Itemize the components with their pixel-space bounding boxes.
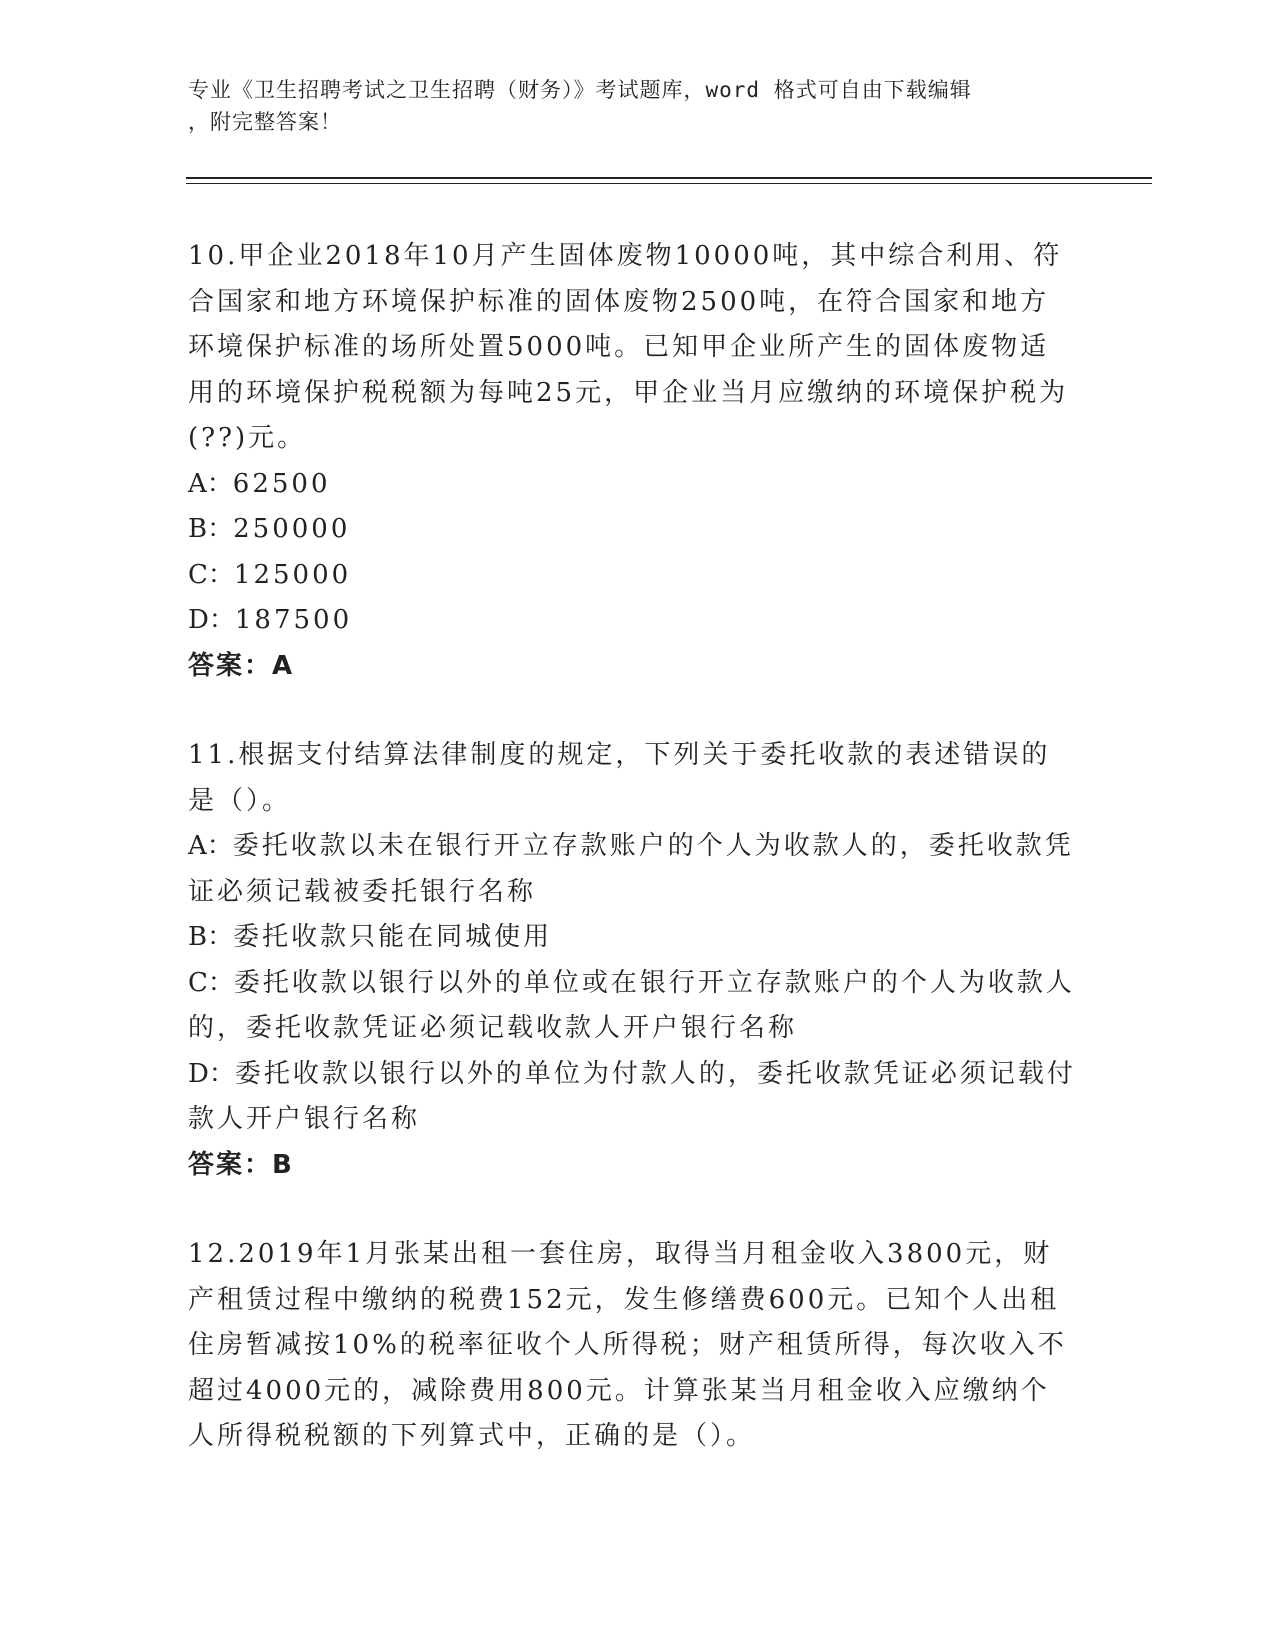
option-a [188,462,1078,508]
option-letter: D： [188,1058,235,1089]
option-text: 62500 [232,468,331,499]
question-stem: 12.2019年1月张某出租一套住房，取得当月租金收入3800元，财产租赁过程中缴纳的税费152元，发生修缮费600元。已知个人出租住房暂减按10%的税率征收个人所得税；财产租赁所得，每次收入不超过4000元的，减除费用800元。计算张某当月租金收入应缴纳个人所得税税额的下列算式中，正确的是（）。 [188,1239,1067,1451]
option-letter: C： [188,967,234,998]
option-text: 250000 [233,514,351,544]
question-12 [188,1232,1078,1460]
option-letter: B： [188,922,234,952]
option-d [188,598,1078,644]
option-text: 委托收款以未在银行开立存款账户的个人为收款人的，委托收款凭证必须记载被委托银行名称 [188,831,1074,907]
question-stem: 11.根据支付结算法律制度的规定，下列关于委托收款的表述错误的是（）。 [188,740,1051,816]
question-11 [188,733,1078,1188]
option-letter: B： [188,514,234,544]
header-line-2: ，附完整答案！ [188,110,342,134]
option-text: 委托收款以银行以外的单位或在银行开立存款账户的个人为收款人的，委托收款凭证必须记载收款人开户银行名称 [188,967,1075,1043]
header-divider-thick [186,177,1152,179]
option-text: 委托收款以银行以外的单位为付款人的，委托收款凭证必须记载付款人开户银行名称 [188,1058,1076,1134]
answer: 答案：B [188,1149,294,1180]
question-stem: 10.甲企业2018年10月产生固体废物10000吨，其中综合利用、符合国家和地方环境保护标准的固体废物2500吨，在符合国家和地方环境保护标准的场所处置5000吨。已知甲企业所产生的固体废物适用的环境保护税税额为每吨25元，甲企业当月应缴纳的环境保护税为(??)元。 [188,241,1069,453]
option-c [188,961,1078,1052]
option-d [188,1052,1078,1143]
option-letter: D： [188,605,235,635]
option-b [188,507,1078,553]
answer: 答案：A [188,650,295,681]
option-letter: A： [188,831,233,861]
option-b [188,915,1078,961]
question-10 [188,234,1078,689]
header-line-1: 专业《卫生招聘考试之卫生招聘（财务）》考试题库，word 格式可自由下载编辑 [188,78,972,102]
option-c [188,553,1078,599]
option-a [188,824,1078,915]
option-text: 125000 [233,559,352,590]
option-text: 187500 [234,605,353,635]
option-letter: C： [188,559,234,590]
option-letter: A： [188,468,233,499]
header-divider-thin [186,183,1152,184]
question-list [188,234,1078,1504]
document-header [188,74,1068,138]
option-text: 委托收款只能在同城使用 [233,922,553,952]
